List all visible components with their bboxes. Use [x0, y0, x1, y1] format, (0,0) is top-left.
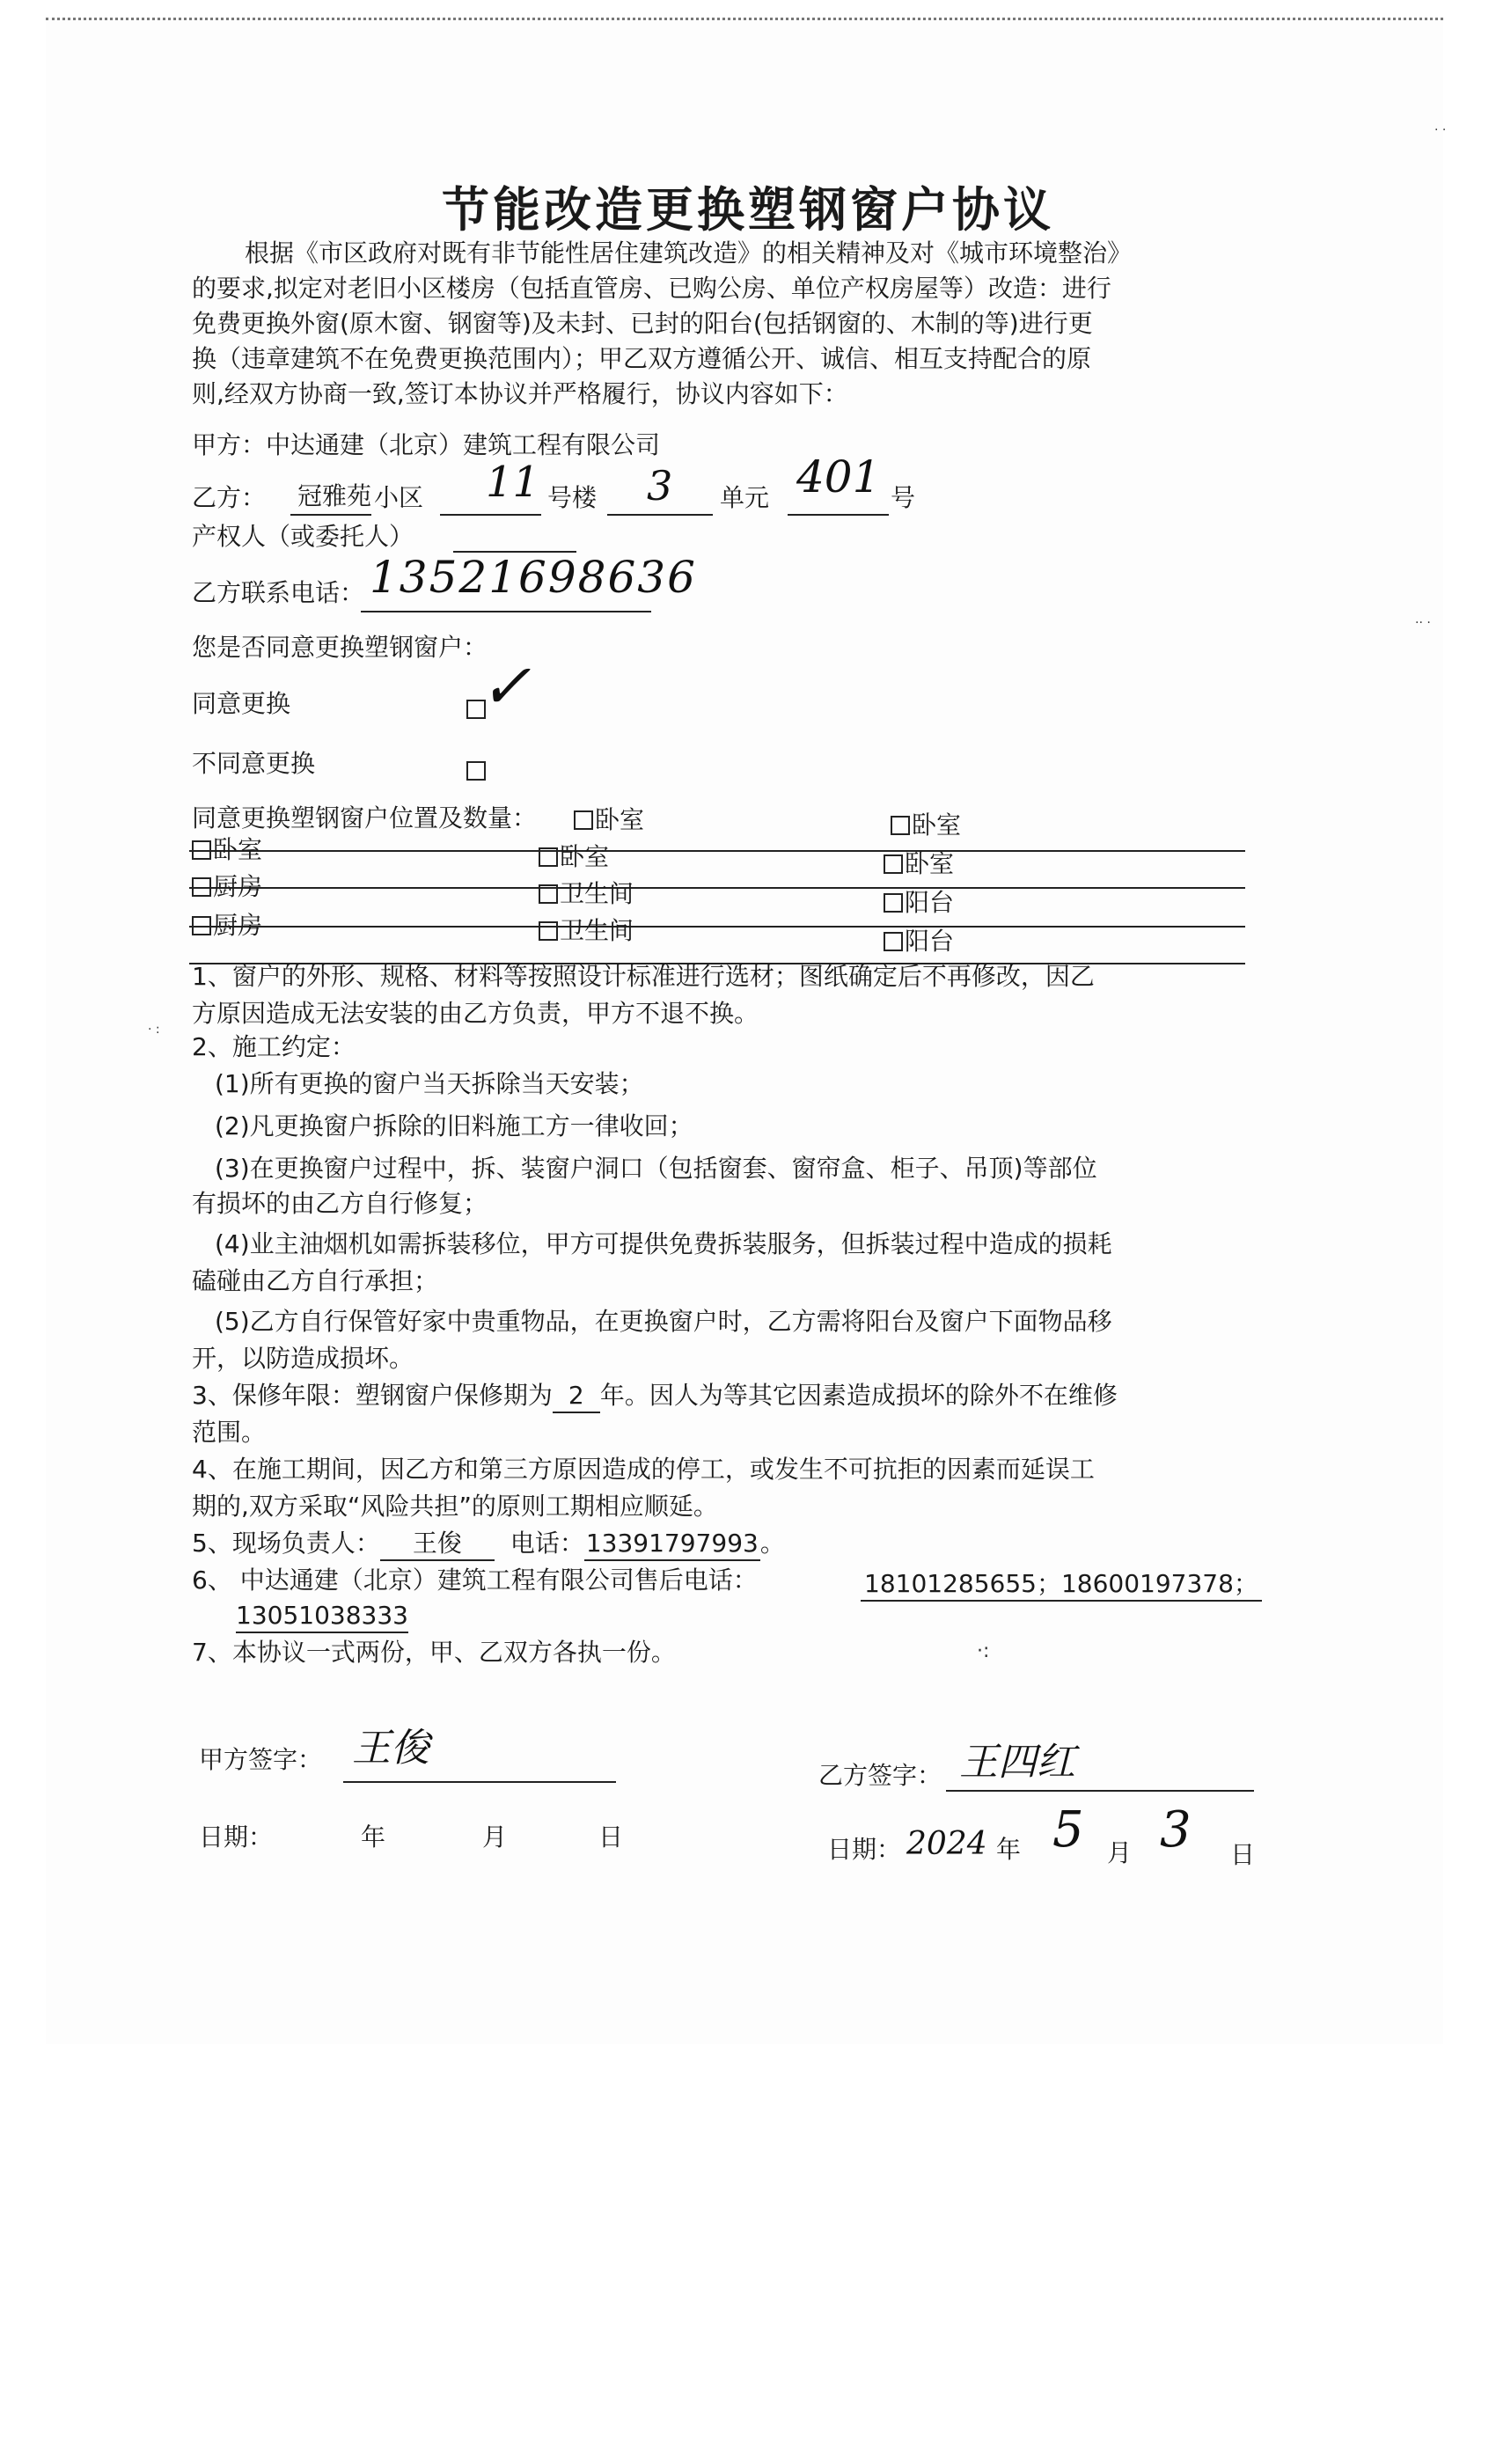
location-option[interactable]: 卫生间 [539, 878, 634, 910]
unit-suffix: 单元 [720, 483, 770, 512]
clause-2-5: (5)乙方自行保管好家中贵重物品，在更换窗户时，乙方需将阳台及窗户下面物品移 [215, 1307, 1112, 1336]
party-a-year: 年 [361, 1822, 386, 1852]
checkbox-square [466, 761, 486, 781]
clause-4-cont: 期的,双方采取“风险共担”的原则工期相应顺延。 [192, 1492, 718, 1521]
room-suffix: 号 [891, 483, 916, 512]
location-option[interactable]: 卫生间 [539, 915, 634, 947]
party-a-sign-line [343, 1781, 616, 1783]
party-b-month: 月 [1107, 1838, 1133, 1867]
party-b-month-value: 5 [1052, 1801, 1084, 1859]
clause-2-3-cont: 有损坏的由乙方自行修复； [192, 1189, 488, 1218]
location-option[interactable]: 卧室 [884, 848, 954, 880]
checkbox-square [884, 932, 903, 951]
clause-5: 5、现场负责人： 王俊 电话：13391797993。 [192, 1528, 785, 1561]
grid-rule [189, 926, 1245, 928]
clause-2-5-cont: 开，以防造成损坏。 [192, 1344, 414, 1373]
party-b-day: 日 [1230, 1840, 1256, 1869]
checkbox-square [884, 854, 903, 874]
grid-rule [189, 887, 1245, 889]
phone-label: 乙方联系电话： [192, 578, 365, 607]
party-b-sign-label: 乙方签字： [818, 1761, 942, 1790]
scan-speck: · : [148, 1023, 160, 1037]
location-option[interactable]: 厨房 [192, 871, 262, 903]
unit-underline [607, 514, 713, 516]
clause-4: 4、在施工期间，因乙方和第三方原因造成的停工，或发生不可抗拒的因素而延误工 [192, 1455, 1095, 1484]
clause-2-2: (2)凡更换窗户拆除的旧料施工方一律收回； [215, 1111, 693, 1140]
checkbox-square [574, 810, 593, 830]
party-b-signature: 王四红 [959, 1740, 1075, 1785]
party-a-day: 日 [598, 1822, 624, 1852]
checkbox-square [539, 847, 558, 867]
intro-line: 则,经双方协商一致,签订本协议并严格履行，协议内容如下： [192, 379, 848, 408]
location-option[interactable]: 厨房 [192, 910, 262, 942]
checkbox-square [192, 916, 211, 935]
clause-2-4: (4)业主油烟机如需拆装移位，甲方可提供免费拆装服务，但拆装过程中造成的损耗 [215, 1229, 1112, 1258]
room-number: 401 [796, 451, 881, 502]
phone-value: 13521698636 [370, 552, 697, 603]
disagree-checkbox[interactable] [466, 755, 488, 787]
location-option[interactable]: 卧室 [192, 834, 262, 866]
clause-1-cont: 方原因造成无法安装的由乙方负责，甲方不退不换。 [192, 999, 759, 1028]
document-title: 节能改造更换塑钢窗户协议 [442, 182, 1054, 238]
party-a: 甲方：中达通建（北京）建筑工程有限公司 [192, 430, 661, 459]
unit-number: 3 [647, 462, 673, 510]
clause-3: 3、保修年限：塑钢窗户保修期为 2 年。因人为等其它因素造成损坏的除外不在维修 [192, 1380, 1118, 1413]
consent-question: 您是否同意更换塑钢窗户： [192, 633, 488, 662]
intro-line: 根据《市区政府对既有非节能性居住建筑改造》的相关精神及对《城市环境整治》 [245, 238, 1133, 268]
site-manager-name: 王俊 [380, 1528, 495, 1561]
intro-line: 换（违章建筑不在免费更换范围内）；甲乙双方遵循公开、诚信、相互支持配合的原 [192, 344, 1092, 373]
building-number: 11 [486, 458, 540, 507]
phone-underline [361, 611, 651, 612]
scan-speck: ·· · [1415, 616, 1431, 630]
after-sales-phone-extra: 13051038333 [236, 1600, 408, 1633]
checkbox-square [539, 921, 558, 941]
location-option[interactable]: 阳台 [884, 887, 954, 919]
clause-7: 7、本协议一式两份，甲、乙双方各执一份。 [192, 1638, 676, 1667]
location-option[interactable]: 卧室 [891, 810, 961, 841]
scan-speck: ·: [977, 1640, 990, 1662]
grid-rule [189, 850, 1245, 852]
checkbox-square [192, 840, 211, 860]
building-suffix: 号楼 [547, 483, 598, 512]
party-b-year-value: 2024 [906, 1826, 987, 1862]
intro-line: 免费更换外窗(原木窗、钢窗等)及未封、已封的阳台(包括钢窗的、木制的等)进行更 [192, 309, 1093, 338]
community-name: 冠雅苑 [297, 481, 372, 510]
disagree-label: 不同意更换 [192, 749, 316, 778]
party-a-sign-label: 甲方签字： [199, 1745, 323, 1774]
clause-6: 6、 中达通建（北京）建筑工程有限公司售后电话： [192, 1566, 758, 1595]
party-a-month: 月 [482, 1822, 508, 1852]
clause-2-1: (1)所有更换的窗户当天拆除当天安装； [215, 1069, 644, 1098]
check-mark: ✓ [480, 650, 532, 722]
checkbox-square [192, 877, 211, 897]
clause-1: 1、窗户的外形、规格、材料等按照设计标准进行选材；图纸确定后不再修改，因乙 [192, 962, 1095, 991]
community-suffix: 小区 [374, 483, 424, 512]
checkbox-square [891, 816, 910, 835]
warranty-years: 2 [553, 1380, 600, 1413]
party-a-date-label: 日期： [199, 1822, 274, 1852]
after-sales-phones: 18101285655；18600197378； [861, 1568, 1262, 1602]
community-underline [290, 514, 371, 516]
party-b-label: 乙方： [192, 483, 267, 512]
room-underline [788, 514, 889, 516]
building-underline [440, 514, 541, 516]
party-a-signature: 王俊 [352, 1726, 429, 1771]
location-option[interactable]: 卧室 [574, 804, 644, 836]
checkbox-square [539, 884, 558, 904]
site-manager-phone: 13391797993 [584, 1528, 760, 1561]
clause-2-3: (3)在更换窗户过程中，拆、装窗户洞口（包括窗套、窗帘盒、柜子、吊顶)等部位 [215, 1154, 1097, 1183]
location-option[interactable]: 阳台 [884, 926, 954, 957]
intro-line: 的要求,拟定对老旧小区楼房（包括直管房、已购公房、单位产权房屋等）改造：进行 [192, 274, 1111, 303]
agree-label: 同意更换 [192, 689, 291, 718]
clause-3-cont: 范围。 [192, 1418, 267, 1447]
owner-label: 产权人（或委托人） [192, 522, 414, 551]
location-option[interactable]: 卧室 [539, 841, 609, 873]
clause-2: 2、施工约定： [192, 1032, 356, 1061]
locations-heading: 同意更换塑钢窗户位置及数量： [192, 803, 538, 832]
clause-2-4-cont: 磕碰由乙方自行承担； [192, 1266, 439, 1295]
checkbox-square [884, 893, 903, 913]
scan-speck: · · [1434, 123, 1447, 137]
party-b-day-value: 3 [1160, 1801, 1192, 1859]
party-b-sign-line [946, 1790, 1254, 1792]
party-b-year: 年 [996, 1835, 1022, 1864]
party-b-date-label: 日期： [827, 1835, 902, 1864]
